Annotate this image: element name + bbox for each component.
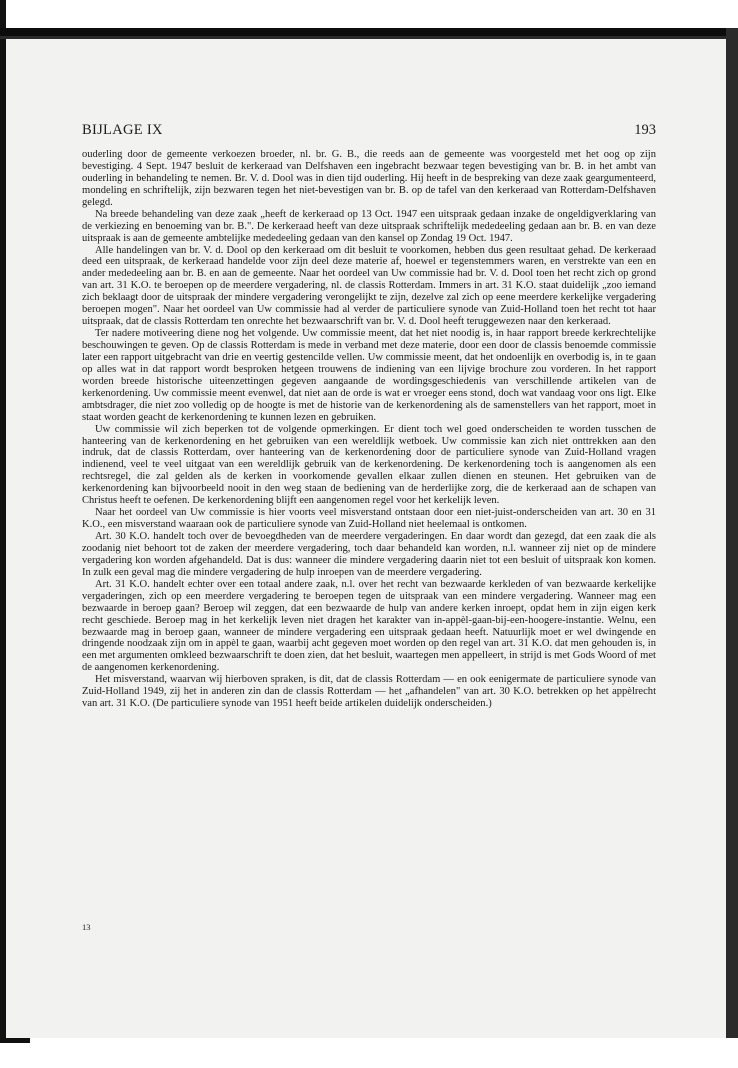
scan-edge-bottom xyxy=(0,1038,30,1043)
paragraph: Art. 30 K.O. handelt toch over de bevoegdheden van de meerdere vergaderingen. En daar wordt dan gezegd, dat een zaak die als zoodanig niet behoort tot de zaken der meerdere vergadering, toch daar behandeld kan worden, n.l. wanneer zij niet op de mindere vergadering kon worden afgehandeld. Dat is dus: wanneer die mindere vergadering daarin niet tot een besluit of uitspraak kon komen. In zulk een geval mag die mindere vergadering de hulp inroepen van de meerdere vergadering. xyxy=(82,531,656,578)
running-head: BIJLAGE IX xyxy=(82,122,163,138)
body-text xyxy=(82,149,656,710)
paragraph: Alle handelingen van br. V. d. Dool op den kerkeraad om dit besluit te voorkomen, hebben dus geen resultaat gehad. De kerkeraad deed een uitspraak, de kerkeraad handelde voor zijn deel deze materie af, hoewel er tegenstemmers waren, en verstrekte van een en ander mededeeling aan br. B. en aan de gemeente. Naar het oordeel van Uw commissie had br. V. d. Dool toen het recht zich op grond van art. 31 K.O. te beroepen op de meerdere vergadering, nl. de classis Rotterdam. Immers in art. 31 K.O. staat duidelijk „zoo iemand zich beklaagt door de uitspraak der mindere vergadering verongelijkt te zijn, dezelve zal zich op eene meerdere kerkelijke vergadering beroepen mogen". Naar het oordeel van Uw commissie had al verder de particuliere synode van Zuid-Holland toen het recht tot haar uitspraak, dat de classis Rotterdam ten onrechte het bezwaarschrift van br. V. d. Dool heeft teruggewezen naar den kerkeraad. xyxy=(82,244,656,328)
paragraph: Na breede behandeling van deze zaak „heeft de kerkeraad op 13 Oct. 1947 een uitspraak gedaan inzake de ongeldigverklaring van de verkiezing en benoeming van br. B.". De kerkeraad heeft van deze uitspraak schriftelijk mededeeling gedaan aan br. B. en van deze uitspraak is aan de gemeente ambtelijke mededeeling gedaan van den kansel op Zondag 19 Oct. 1947. xyxy=(82,208,656,244)
paragraph: Ter nadere motiveering diene nog het volgende. Uw commissie meent, dat het niet noodig is, in haar rapport breede kerkrechtelijke beschouwingen te geven. Op de classis Rotterdam is mede in verband met deze materie, door een door de classis benoemde commissie later een rapport uitgebracht van drie en veertig gestencilde vellen. Uw commissie meent, dat het ondoenlijk en overbodig is, in te gaan op alles wat in dat rapport wordt besproken hetgeen trouwens de indiening van een lijvige brochure zou vorderen. In het rapport worden breede historische uiteenzettingen gegeven aangaande de wordingsgeschiedenis van verschillende artikelen van de kerkenordening. Uw commissie meent evenwel, dat niet aan de orde is wat er vroeger eens stond, doch wat vandaag voor ons ligt. Elke ambtsdrager, die niet zoo volledig op de hoogte is met de historie van de kerkenordening als de samenstellers van het rapport, moet in staat worden geacht de kerkenordening te kunnen lezen en gebruiken. xyxy=(82,328,656,423)
scan-margin-bottom xyxy=(0,1038,738,1068)
paragraph: Naar het oordeel van Uw commissie is hier voorts veel misverstand ontstaan door een niet-juist-onderscheiden van art. 30 en 31 K.O., een misverstand waaraan ook de particuliere synode van Zuid-Holland niet heelemaal is ontkomen. xyxy=(82,507,656,531)
scan-edge-top xyxy=(0,28,738,36)
paragraph: Uw commissie wil zich beperken tot de volgende opmerkingen. Er dient toch wel goed onderscheiden te worden tusschen de hanteering van de kerkenordening en het gebruiken van een wereldlijk wetboek. Uw commissie kan zich niet onttrekken aan den indruk, dat de classis Rotterdam, over hanteering van de kerkenordening door de particuliere synode van Zuid-Holland vragen indienend, veel te veel uitgaat van een wereldlijk gebruik van de kerkenordening. De kerkenordening toch is aangenomen als een rechtsregel, die zal gelden als de kerken in voorkomende gevallen elkaar zullen dienen en steunen. Het gebruiken van de kerkenordening kan bijvoorbeeld nooit in den weg staan de bediening van de herderlijke zorg, die de kerkeraad aan de schapen van Christus heeft te oefenen. De kerkenordening blijft een aangenomen regel voor het kerkelijk leven. xyxy=(82,423,656,507)
page-header xyxy=(82,122,656,142)
scan-edge-right xyxy=(726,28,738,1068)
paragraph: Het misverstand, waarvan wij hierboven spraken, is dit, dat de classis Rotterdam — en ook eenigermate de particuliere synode van Zuid-Holland 1949, zij het in anderen zin dan de classis Rotterdam — het „afhandelen" van art. 30 K.O. betrekken op het appèlrecht van art. 31 K.O. (De particuliere synode van 1951 heeft beide artikelen duidelijk onderscheiden.) xyxy=(82,674,656,710)
paragraph: ouderling door de gemeente verkoezen broeder, nl. br. G. B., die reeds aan de gemeente was voorgesteld met het oog op zijn bevestiging. 4 Sept. 1947 besluit de kerkeraad van Delfshaven een ingebracht bezwaar tegen bevestiging van br. B. in het ambt van ouderling in behandeling te nemen. Br. V. d. Dool was in dien tijd ouderling. Hij heeft in de bespreking van deze zaak geargumenteerd, mondeling en schriftelijk, zijn bezwaren tegen het niet-bevestigen van br. B. op de tafel van den kerkeraad van Rotterdam-Delfshaven gelegd. xyxy=(82,149,656,208)
paragraph: Art. 31 K.O. handelt echter over een totaal andere zaak, n.l. over het recht van bezwaarde kerkleden of van bezwaarde kerkelijke vergaderingen, zich op een meerdere vergadering te beroepen tegen de uitspraak van een mindere vergadering. Wanneer mag een bezwaarde in beroep gaan? Beroep wil zeggen, dat een bezwaarde de hulp van andere kerken inroept, opdat hem in zijn eigen kerk recht geschiede. Beroep mag in het kerkelijk leven niet dragen het karakter van in-appèl-gaan-bij-een-hoogere-instantie. Welnu, een bezwaarde mag in beroep gaan, wanneer de mindere vergadering een uitspraak gedaan heeft. Natuurlijk moet er wel dwingende en dringende noodzaak zijn om in appèl te gaan, waarbij acht gegeven moet worden op den regel van art. 31 K.O. dat men gehouden is, in een met argumenten omkleed bezwaarschrift te doen zien, dat het besluit, waartegen men appelleert, in strijd is met Gods Woord of met de aangenomen kerkenordening. xyxy=(82,578,656,674)
page-number: 193 xyxy=(634,122,656,138)
signature-mark: 13 xyxy=(82,922,91,932)
